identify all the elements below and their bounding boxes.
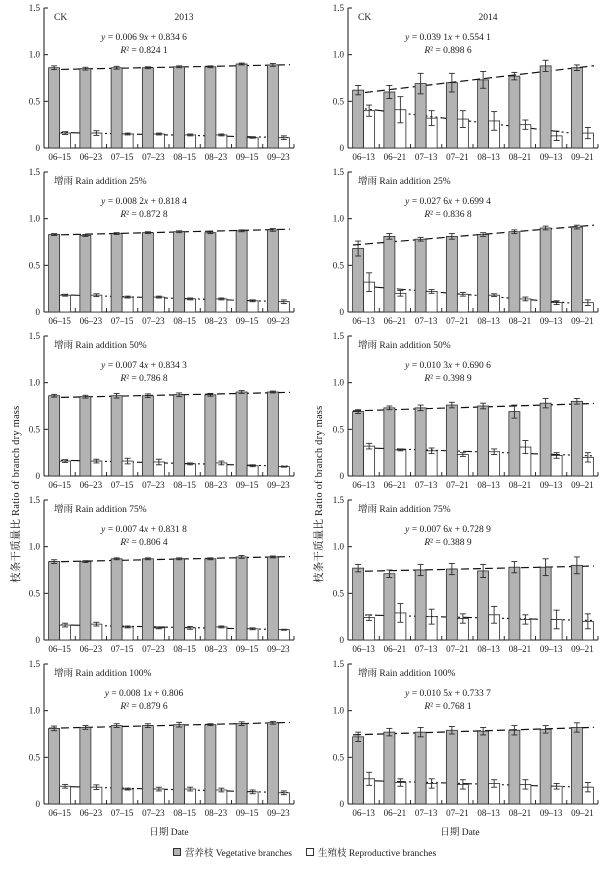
subplot-5-2013 [0, 330, 304, 494]
x-tick-label: 06–21 [383, 316, 407, 326]
x-tick-label: 08–21 [508, 316, 532, 326]
x-tick-label: 07–21 [446, 316, 469, 326]
y-tick-label: 0.5 [332, 96, 344, 107]
subplot-title: 增雨 Rain addition 100% [54, 669, 152, 679]
x-tick-label: 08–13 [477, 644, 500, 654]
bar-reproductive [489, 295, 500, 312]
y-tick-label: 1.5 [28, 659, 40, 669]
x-tick-label: 06–15 [48, 644, 71, 654]
x-tick-label: 06–23 [79, 316, 103, 326]
bar-reproductive [91, 624, 102, 640]
x-tick-label: 06–13 [352, 152, 375, 162]
bar-vegetative [540, 228, 551, 312]
y-tick-label: 0.5 [332, 260, 344, 271]
x-tick-label: 09–23 [267, 480, 290, 490]
bar-reproductive [457, 294, 468, 312]
bar-reproductive [426, 451, 437, 476]
bar-vegetative [205, 725, 216, 804]
bar-vegetative [571, 565, 582, 640]
bar-vegetative [49, 728, 60, 804]
y-axis-label-left: 枝条干质量比 Ratio of branch dry mass [11, 405, 22, 583]
y-tick-label: 0 [339, 471, 344, 481]
bar-vegetative [142, 68, 153, 148]
r-squared-label: R² = 0.824 1 [120, 46, 168, 56]
subplot-9-2013 [0, 658, 304, 822]
x-tick-label: 08–13 [477, 316, 500, 326]
x-tick-label: 07–23 [142, 152, 165, 162]
x-tick-label: 07–13 [414, 644, 438, 654]
r-squared-label: R² = 0.836 8 [424, 210, 472, 220]
x-tick-label: 08–23 [204, 316, 228, 326]
x-tick-label: 09–21 [571, 152, 594, 162]
bar-vegetative [353, 412, 364, 476]
x-tick-label: 08–23 [204, 808, 228, 818]
r-squared-label: R² = 0.768 1 [424, 702, 472, 712]
x-tick-label: 09–21 [571, 808, 594, 818]
x-tick-label: 06–15 [48, 808, 71, 818]
x-tick-label: 07–21 [446, 480, 469, 490]
y-tick-label: 1.5 [28, 167, 40, 177]
x-tick-label: 07–15 [110, 480, 134, 490]
x-tick-label: 07–15 [110, 644, 134, 654]
subplot-title: 增雨 Rain addition 25% [54, 177, 147, 187]
x-tick-label: 07–13 [414, 152, 438, 162]
x-axis-label-right: 日期 Date [440, 828, 480, 838]
y-tick-label: 1.5 [332, 167, 344, 177]
bar-vegetative [384, 574, 395, 640]
x-tick-label: 08–15 [173, 644, 196, 654]
bar-vegetative [236, 392, 247, 476]
bar-vegetative [236, 724, 247, 804]
x-tick-label: 09–13 [539, 316, 563, 326]
bar-vegetative [142, 233, 153, 312]
x-tick-label: 08–23 [204, 480, 228, 490]
bar-vegetative [446, 730, 457, 804]
legend-label: 营养枝 Vegetative branches [184, 849, 292, 859]
x-tick-label: 07–13 [414, 480, 438, 490]
subplot-title: CK [54, 13, 68, 23]
bar-vegetative [174, 725, 185, 804]
x-tick-label: 09–15 [235, 808, 259, 818]
x-tick-label: 08–15 [173, 808, 196, 818]
bar-vegetative [353, 90, 364, 148]
x-tick-label: 06–23 [79, 644, 103, 654]
bar-vegetative [111, 68, 122, 148]
bar-vegetative [540, 403, 551, 476]
y-tick-label: 0 [35, 799, 40, 809]
x-tick-label: 07–21 [446, 644, 469, 654]
x-axis-label-left: 日期 Date [149, 828, 189, 838]
x-tick-label: 06–15 [48, 152, 71, 162]
x-tick-label: 08–21 [508, 808, 532, 818]
y-tick-label: 0.5 [332, 588, 344, 599]
y-tick-label: 1.0 [332, 705, 344, 716]
bar-vegetative [80, 727, 91, 804]
bar-vegetative [205, 67, 216, 148]
x-tick-label: 09–13 [539, 480, 563, 490]
bar-vegetative [509, 567, 520, 640]
bar-vegetative [205, 233, 216, 312]
x-tick-label: 06–15 [48, 316, 71, 326]
x-tick-label: 09–23 [267, 808, 290, 818]
bar-vegetative [446, 405, 457, 476]
x-tick-label: 08–15 [173, 152, 196, 162]
r-squared-label: R² = 0.398 9 [424, 374, 472, 384]
bar-vegetative [267, 230, 278, 312]
bar-vegetative [236, 231, 247, 312]
bar-vegetative [236, 64, 247, 148]
x-tick-label: 07–23 [142, 808, 165, 818]
r-squared-label: R² = 0.879 6 [120, 702, 168, 712]
x-tick-label: 08–21 [508, 152, 532, 162]
subplot-4-2014 [304, 166, 608, 330]
y-tick-label: 1.0 [332, 541, 344, 552]
y-tick-label: 1.5 [332, 659, 344, 669]
bar-vegetative [540, 567, 551, 640]
legend-label: 生殖枝 Reproductive branches [317, 849, 437, 859]
equation-label: y = 0.027 6x + 0.699 4 [405, 197, 491, 207]
equation-label: y = 0.039 1x + 0.554 1 [405, 33, 491, 43]
x-tick-label: 09–13 [539, 808, 563, 818]
bar-vegetative [49, 235, 60, 312]
x-tick-label: 09–15 [235, 644, 259, 654]
bar-vegetative [353, 737, 364, 804]
y-tick-label: 1.5 [332, 495, 344, 505]
x-tick-label: 06–13 [352, 644, 375, 654]
equation-label: y = 0.010 5x + 0.733 7 [405, 689, 491, 699]
bar-reproductive [60, 461, 71, 476]
r-squared-label: R² = 0.806 4 [120, 538, 168, 548]
bar-vegetative [446, 236, 457, 312]
bar-reproductive [247, 466, 258, 476]
x-tick-label: 08–21 [508, 480, 532, 490]
bar-vegetative [540, 66, 551, 148]
equation-label: y = 0.010 3x + 0.690 6 [405, 361, 491, 371]
bar-reproductive [60, 786, 71, 804]
x-tick-label: 08–13 [477, 808, 500, 818]
x-tick-label: 07–13 [414, 316, 438, 326]
x-tick-label: 08–23 [204, 152, 228, 162]
x-tick-label: 06–21 [383, 152, 407, 162]
x-tick-label: 06–23 [79, 808, 103, 818]
x-tick-label: 08–21 [508, 644, 532, 654]
bar-vegetative [415, 239, 426, 312]
subplot-8-2014 [304, 494, 608, 658]
x-tick-label: 08–15 [173, 480, 196, 490]
bar-vegetative [267, 392, 278, 476]
bar-reproductive [364, 446, 375, 476]
y-tick-label: 1.0 [28, 49, 40, 60]
bar-vegetative [384, 236, 395, 312]
x-tick-label: 09–15 [235, 316, 259, 326]
bar-vegetative [205, 395, 216, 476]
bar-vegetative [267, 723, 278, 804]
bar-reproductive [247, 301, 258, 312]
subplot-title: 增雨 Rain addition 100% [358, 669, 456, 679]
y-tick-label: 0.5 [332, 752, 344, 763]
bar-vegetative [80, 235, 91, 312]
y-tick-label: 0.5 [28, 588, 40, 599]
x-tick-label: 08–15 [173, 316, 196, 326]
bar-reproductive [278, 467, 289, 476]
bar-vegetative [478, 731, 489, 804]
bar-reproductive [122, 297, 133, 312]
x-tick-label: 07–13 [414, 808, 438, 818]
bar-vegetative [384, 408, 395, 476]
subplot-6-2014 [304, 330, 608, 494]
bar-reproductive [185, 135, 196, 148]
x-tick-label: 09–15 [235, 152, 259, 162]
y-tick-label: 0.5 [28, 260, 40, 271]
bar-reproductive [395, 450, 406, 476]
bar-reproductive [60, 295, 71, 312]
equation-label: y = 0.007 4x + 0.834 3 [101, 361, 187, 371]
y-tick-label: 1.5 [332, 331, 344, 341]
equation-label: y = 0.007 6x + 0.728 9 [405, 525, 491, 535]
y-tick-label: 1.5 [28, 495, 40, 505]
x-tick-label: 06–23 [79, 480, 103, 490]
y-tick-label: 0 [35, 307, 40, 317]
bar-vegetative [174, 395, 185, 476]
bar-vegetative [509, 730, 520, 804]
y-axis-label-right: 枝条干质量比 Ratio of branch dry mass [314, 405, 325, 583]
bar-vegetative [80, 397, 91, 476]
bar-vegetative [571, 401, 582, 476]
bar-vegetative [540, 729, 551, 804]
bar-reproductive [153, 134, 164, 148]
bar-vegetative [142, 726, 153, 804]
subplot-grid [0, 2, 609, 822]
subplot-1-2013 [0, 2, 304, 166]
x-tick-label: 06–21 [383, 808, 407, 818]
bar-vegetative [111, 234, 122, 312]
bar-reproductive [122, 134, 133, 148]
bar-reproductive [122, 627, 133, 640]
y-tick-label: 1.5 [28, 3, 40, 13]
r-squared-label: R² = 0.898 6 [424, 46, 472, 56]
bar-reproductive [247, 629, 258, 640]
bar-vegetative [478, 571, 489, 640]
bar-reproductive [60, 133, 71, 148]
open-square-icon [306, 848, 314, 856]
subplot-title: 增雨 Rain addition 75% [358, 505, 451, 515]
subplot-10-2014 [304, 658, 608, 822]
bar-vegetative [509, 412, 520, 476]
bar-reproductive [457, 455, 468, 476]
subplot-title: CK [358, 13, 372, 23]
x-tick-label: 08–13 [477, 480, 500, 490]
bar-reproductive [185, 464, 196, 476]
y-tick-label: 0.5 [332, 424, 344, 435]
y-tick-label: 1.0 [332, 49, 344, 60]
filled-square-icon [173, 848, 181, 856]
bar-vegetative [49, 396, 60, 476]
bar-reproductive [185, 299, 196, 312]
y-tick-label: 1.0 [332, 213, 344, 224]
bar-vegetative [142, 396, 153, 476]
subplot-title: 增雨 Rain addition 25% [358, 177, 451, 187]
y-tick-label: 0 [339, 635, 344, 645]
bar-reproductive [216, 135, 227, 148]
y-tick-label: 1.0 [332, 377, 344, 388]
bar-reproductive [91, 295, 102, 312]
bar-vegetative [174, 67, 185, 148]
legend [0, 845, 609, 859]
bar-vegetative [111, 559, 122, 640]
x-tick-label: 07–15 [110, 152, 134, 162]
y-tick-label: 0.5 [28, 96, 40, 107]
x-tick-label: 07–21 [446, 808, 469, 818]
legend-item-vegetative [173, 845, 292, 859]
y-tick-label: 0 [339, 143, 344, 153]
y-tick-label: 1.5 [28, 331, 40, 341]
x-tick-label: 07–23 [142, 480, 165, 490]
bar-vegetative [571, 727, 582, 804]
equation-label: y = 0.008 1x + 0.806 [104, 689, 184, 699]
x-tick-label: 09–23 [267, 152, 290, 162]
r-squared-label: R² = 0.786 8 [120, 374, 168, 384]
r-squared-label: R² = 0.872 8 [120, 210, 168, 220]
bar-vegetative [509, 76, 520, 148]
bar-vegetative [111, 396, 122, 476]
bar-vegetative [353, 249, 364, 312]
x-tick-label: 06–21 [383, 644, 407, 654]
bar-reproductive [153, 297, 164, 312]
year-label: 2013 [174, 13, 194, 23]
x-tick-label: 07–23 [142, 644, 165, 654]
bar-vegetative [80, 69, 91, 148]
x-tick-label: 07–21 [446, 152, 469, 162]
legend-item-reproductive [306, 845, 436, 859]
x-tick-label: 09–13 [539, 152, 563, 162]
x-tick-label: 07–15 [110, 316, 134, 326]
bar-vegetative [571, 68, 582, 148]
bar-reproductive [216, 627, 227, 640]
y-tick-label: 0 [339, 307, 344, 317]
x-tick-label: 06–13 [352, 480, 375, 490]
y-tick-label: 0 [35, 143, 40, 153]
y-tick-label: 0.5 [28, 752, 40, 763]
bar-vegetative [80, 562, 91, 640]
bar-vegetative [142, 559, 153, 640]
x-tick-label: 09–23 [267, 644, 290, 654]
x-tick-label: 09–21 [571, 316, 594, 326]
bar-reproductive [153, 628, 164, 640]
y-tick-label: 1.0 [28, 377, 40, 388]
bar-vegetative [478, 235, 489, 312]
bar-vegetative [571, 227, 582, 312]
bar-vegetative [111, 726, 122, 804]
x-tick-label: 08–23 [204, 644, 228, 654]
bar-vegetative [267, 557, 278, 640]
x-tick-label: 09–13 [539, 644, 563, 654]
subplot-title: 增雨 Rain addition 50% [54, 341, 147, 351]
y-tick-label: 0 [339, 799, 344, 809]
bar-vegetative [415, 408, 426, 476]
bar-vegetative [174, 559, 185, 640]
bar-vegetative [353, 568, 364, 640]
subplot-title: 增雨 Rain addition 75% [54, 505, 147, 515]
x-tick-label: 06–23 [79, 152, 103, 162]
y-tick-label: 0 [35, 635, 40, 645]
x-tick-label: 06–13 [352, 808, 375, 818]
bar-vegetative [415, 732, 426, 804]
equation-label: y = 0.008 2x + 0.818 4 [101, 197, 187, 207]
y-tick-label: 0 [35, 471, 40, 481]
bar-vegetative [49, 68, 60, 148]
x-tick-label: 06–21 [383, 480, 407, 490]
y-tick-label: 1.0 [28, 541, 40, 552]
bar-vegetative [446, 569, 457, 640]
bar-vegetative [478, 406, 489, 476]
bar-reproductive [216, 299, 227, 312]
y-tick-label: 1.0 [28, 213, 40, 224]
bar-vegetative [509, 232, 520, 312]
y-tick-label: 1.0 [28, 705, 40, 716]
bar-reproductive [426, 291, 437, 312]
year-label: 2014 [478, 13, 498, 23]
subplot-2-2014 [304, 2, 608, 166]
bar-reproductive [247, 138, 258, 148]
x-tick-label: 06–15 [48, 480, 71, 490]
x-tick-label: 09–21 [571, 644, 594, 654]
bar-vegetative [205, 559, 216, 640]
bar-vegetative [236, 557, 247, 640]
subplot-title: 增雨 Rain addition 50% [358, 341, 451, 351]
bar-vegetative [174, 232, 185, 312]
x-tick-label: 09–21 [571, 480, 594, 490]
bar-vegetative [478, 80, 489, 148]
x-tick-label: 07–23 [142, 316, 165, 326]
bar-reproductive [122, 789, 133, 804]
subplot-7-2013 [0, 494, 304, 658]
bar-reproductive [278, 630, 289, 640]
x-tick-label: 09–23 [267, 316, 290, 326]
x-tick-label: 07–15 [110, 808, 134, 818]
subplot-3-2013 [0, 166, 304, 330]
bar-vegetative [49, 562, 60, 640]
bar-reproductive [364, 618, 375, 640]
bar-vegetative [446, 83, 457, 148]
bar-vegetative [267, 65, 278, 148]
equation-label: y = 0.006 9x + 0.834 6 [101, 33, 187, 43]
y-tick-label: 1.5 [332, 3, 344, 13]
x-tick-label: 08–13 [477, 152, 500, 162]
r-squared-label: R² = 0.388 9 [424, 538, 472, 548]
x-tick-label: 06–13 [352, 316, 375, 326]
x-tick-label: 09–15 [235, 480, 259, 490]
bar-vegetative [384, 732, 395, 804]
bar-vegetative [415, 570, 426, 640]
bar-vegetative [384, 92, 395, 148]
equation-label: y = 0.007 4x + 0.831 8 [101, 525, 187, 535]
bar-reproductive [489, 452, 500, 476]
y-tick-label: 0.5 [28, 424, 40, 435]
